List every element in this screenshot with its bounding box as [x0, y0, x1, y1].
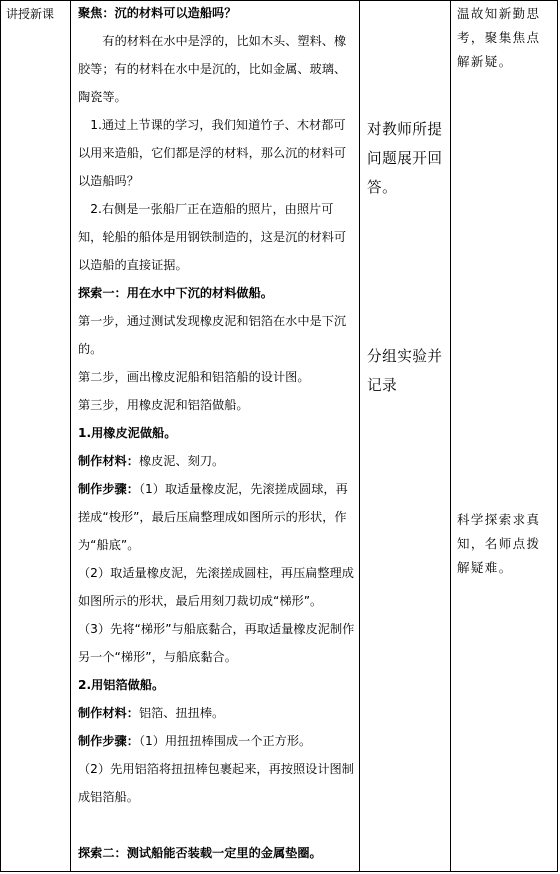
intro-paragraph: 有的材料在水中是浮的，比如木头、塑料、橡胶等；有的材料在水中是沉的，比如金属、玻璃、陶瓷等。 — [78, 34, 347, 104]
column-divider — [70, 0, 71, 872]
focus-heading: 聚焦：沉的材料可以造船吗？ — [78, 6, 237, 20]
section-label: 讲授新课 — [6, 7, 55, 21]
steps-2-a: 制作步骤：（1）用扭扭棒围成一个正方形。 — [78, 734, 312, 748]
steps-1-b: （2）取适量橡皮泥，先滚搓成圆柱，再压扁整理成如图所示的形状，最后用刻刀裁切成“梯形”。 — [78, 566, 354, 608]
step-1: 第一步，通过测试发现橡皮泥和铝箔在水中是下沉的。 — [78, 314, 347, 356]
column-divider — [359, 0, 360, 872]
section-label-cell — [0, 0, 70, 22]
content-cell — [71, 0, 359, 860]
column-divider — [450, 0, 451, 872]
step-2: 第二步，画出橡皮泥船和铝箔船的设计图。 — [78, 370, 310, 384]
steps-1-a: 制作步骤：（1）取适量橡皮泥，先滚搓成圆球，再搓成“梭形”，最后压扁整理成如图所示的形状，作为“船底”。 — [78, 482, 348, 552]
materials-2: 制作材料：铝箔、扭扭棒。 — [78, 706, 225, 720]
step-3: 第三步，用橡皮泥和铝箔做船。 — [78, 398, 249, 412]
intent-note-1: 温故知新勤思考，聚集焦点解新疑。 — [457, 6, 541, 69]
sub-heading-2: 2.用铝箔做船。 — [78, 678, 165, 692]
materials-1: 制作材料：橡皮泥、刻刀。 — [78, 454, 225, 468]
question-2: 2.右侧是一张船厂正在造船的照片，由照片可知，轮船的船体是用钢铁制造的，这是沉的材料可以造船的直接证据。 — [78, 202, 347, 272]
student-note-1: 对教师所提问题展开回答。 — [367, 121, 443, 196]
explore-1-heading: 探索一：用在水中下沉的材料做船。 — [78, 286, 273, 300]
question-1: 1.通过上节课的学习，我们知道竹子、木材都可以用来造船，它们都是浮的材料，那么沉的材料可以造船吗？ — [78, 118, 347, 188]
student-note-2: 分组实验并记录 — [367, 348, 443, 394]
sub-heading-1: 1.用橡皮泥做船。 — [78, 426, 177, 440]
steps-2-b: （2）先用铝箔将扭扭棒包裹起来，再按照设计图制成铝箔船。 — [78, 762, 354, 804]
explore-2-heading: 探索二：测试船能否装载一定里的金属垫圈。 — [78, 846, 322, 860]
intent-note-2: 科学探索求真知，名师点拨解疑难。 — [457, 512, 541, 575]
steps-1-c: （3）先将“梯形”与船底黏合，再取适量橡皮泥制作另一个“梯形”，与船底黏合。 — [78, 622, 355, 664]
